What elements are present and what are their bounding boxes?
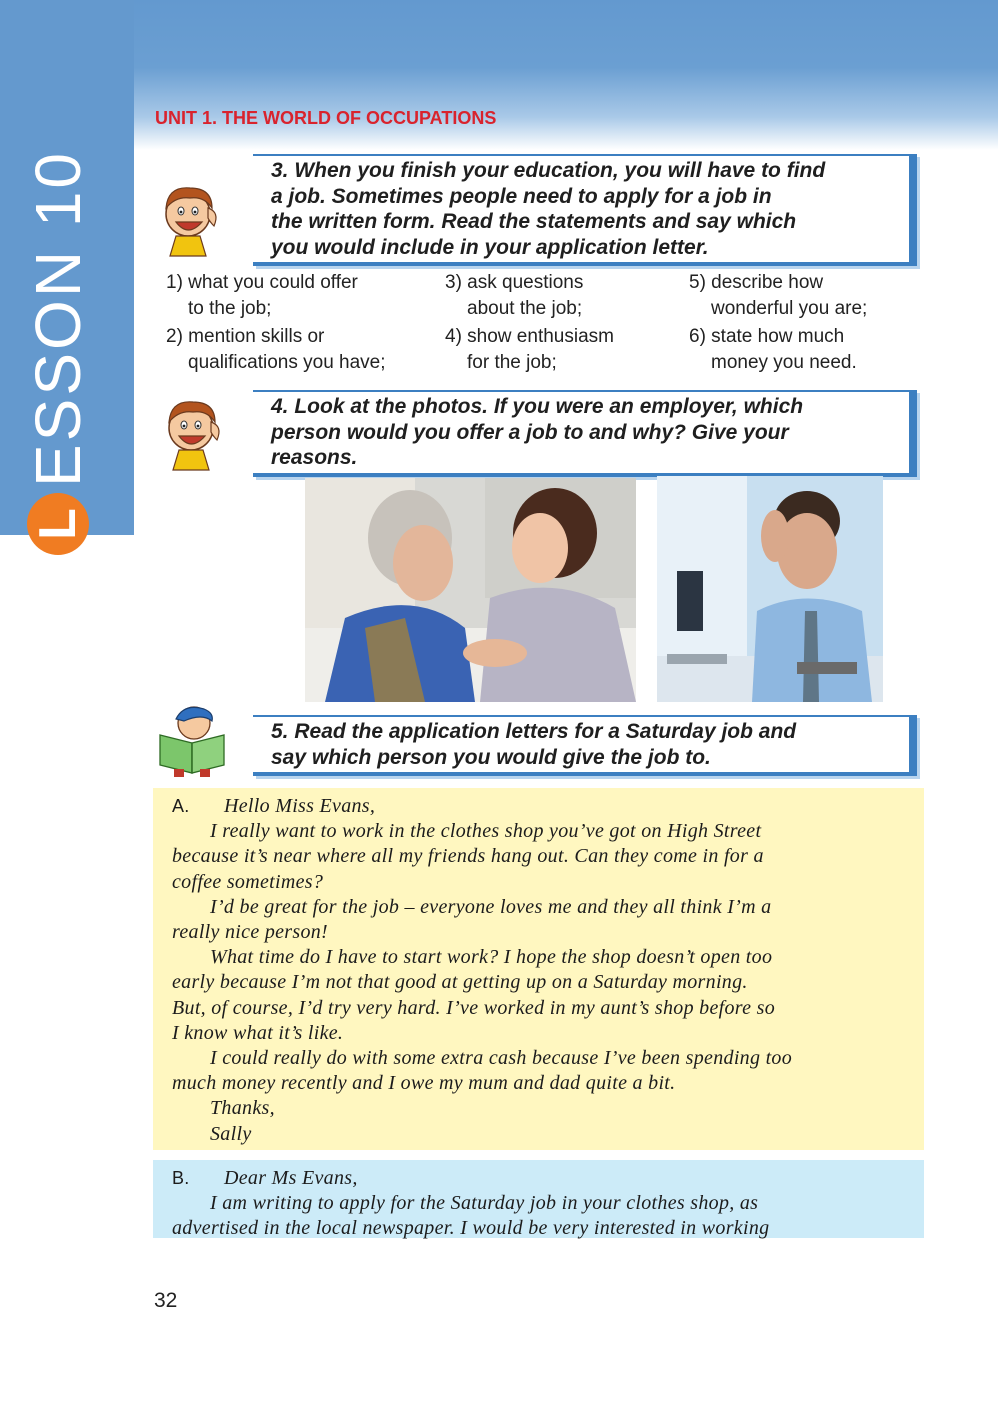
task-5-instruction — [253, 715, 917, 776]
list-item-text: about the job; — [467, 297, 583, 319]
page-number: 32 — [154, 1289, 178, 1312]
task-5-line: say which person you would give the job to. — [271, 745, 711, 769]
list-item-text: 3) ask questions — [445, 272, 584, 293]
unit-title: UNIT 1. THE WORLD OF OCCUPATIONS — [155, 108, 497, 128]
task-3-line: the written form. Read the statements and say which — [271, 210, 797, 233]
letter-a-line: coffee sometimes? — [172, 870, 324, 893]
list-item — [445, 324, 695, 375]
letter-a-key: A. — [172, 796, 190, 816]
list-item-text: 6) state how much — [689, 326, 845, 347]
list-item — [166, 270, 416, 321]
letter-a — [153, 788, 924, 1150]
task-3-line: 3. When you finish your education, you will have to find — [271, 159, 826, 182]
letter-a-line: I really want to work in the clothes shop you’ve got on High Street — [210, 820, 762, 843]
letter-a-closing: Thanks, — [210, 1097, 275, 1120]
list-item-text: 1) what you could offer — [166, 272, 358, 293]
lesson-initial-badge: L — [27, 493, 89, 555]
list-item-text: for the job; — [467, 351, 557, 373]
photo-tired-office-man — [657, 476, 883, 702]
task-5-line: 5. Read the application letters for a Saturday job and — [271, 720, 797, 743]
talking-boy-icon — [157, 392, 227, 472]
letter-a-line: really nice person! — [172, 921, 329, 944]
letter-b-key: B. — [172, 1168, 190, 1188]
letter-a-line: early because I’m not that good at getting up on a Saturday morning. — [172, 971, 748, 994]
task-4-line: 4. Look at the photos. If you were an employer, which — [271, 395, 804, 418]
list-item — [166, 324, 436, 375]
list-item-text: 2) mention skills or — [166, 326, 325, 347]
header-band — [0, 0, 998, 150]
letter-a-greeting: Hello Miss Evans, — [224, 795, 376, 817]
task-4-instruction — [253, 390, 917, 477]
task-3-instruction — [253, 154, 917, 266]
list-item-text: money you need. — [711, 351, 857, 373]
list-item-text: wonderful you are; — [711, 297, 868, 319]
task-3-line: a job. Sometimes people need to apply for a job in — [271, 184, 772, 208]
letter-b-greeting: Dear Ms Evans, — [224, 1167, 358, 1189]
letter-a-line: I could really do with some extra cash because I’ve been spending too — [210, 1047, 793, 1070]
letter-a-line: much money recently and I owe my mum and dad quite a bit. — [172, 1072, 676, 1095]
letter-b — [153, 1160, 924, 1238]
letter-a-line: I’d be great for the job – everyone loves me and they all think I’m a — [210, 895, 772, 918]
letter-b-line: advertised in the local newspaper. I would be very interested in working — [172, 1217, 770, 1240]
task-3-line: you would include in your application letter. — [271, 235, 709, 259]
list-item-text: to the job; — [188, 297, 272, 319]
talking-boy-icon — [154, 178, 224, 258]
task-4-line: person would you offer a job to and why? Give your — [271, 420, 789, 444]
list-item — [689, 270, 939, 321]
letter-a-line: What time do I have to start work? I hope the shop doesn’t open too — [210, 946, 773, 969]
letter-a-line: because it’s near where all my friends hang out. Can they come in for a — [172, 845, 764, 868]
letter-a-line: But, of course, I’d try very hard. I’ve worked in my aunt’s shop before so — [172, 996, 776, 1019]
list-item — [445, 270, 695, 321]
reading-boy-icon — [154, 701, 230, 777]
list-item-text: qualifications you have; — [188, 351, 386, 373]
task-4-line: reasons. — [271, 446, 358, 469]
letter-a-line: I know what it’s like. — [172, 1021, 344, 1044]
list-item-text: 5) describe how — [689, 272, 824, 293]
lesson-title: ESSON 10 — [22, 149, 94, 487]
photo-carer-with-elderly-woman — [305, 478, 636, 702]
list-item-text: 4) show enthusiasm — [445, 326, 614, 347]
list-item — [689, 324, 939, 375]
letter-a-signature: Sally — [210, 1122, 252, 1145]
letter-b-line: I am writing to apply for the Saturday job in your clothes shop, as — [210, 1192, 759, 1215]
